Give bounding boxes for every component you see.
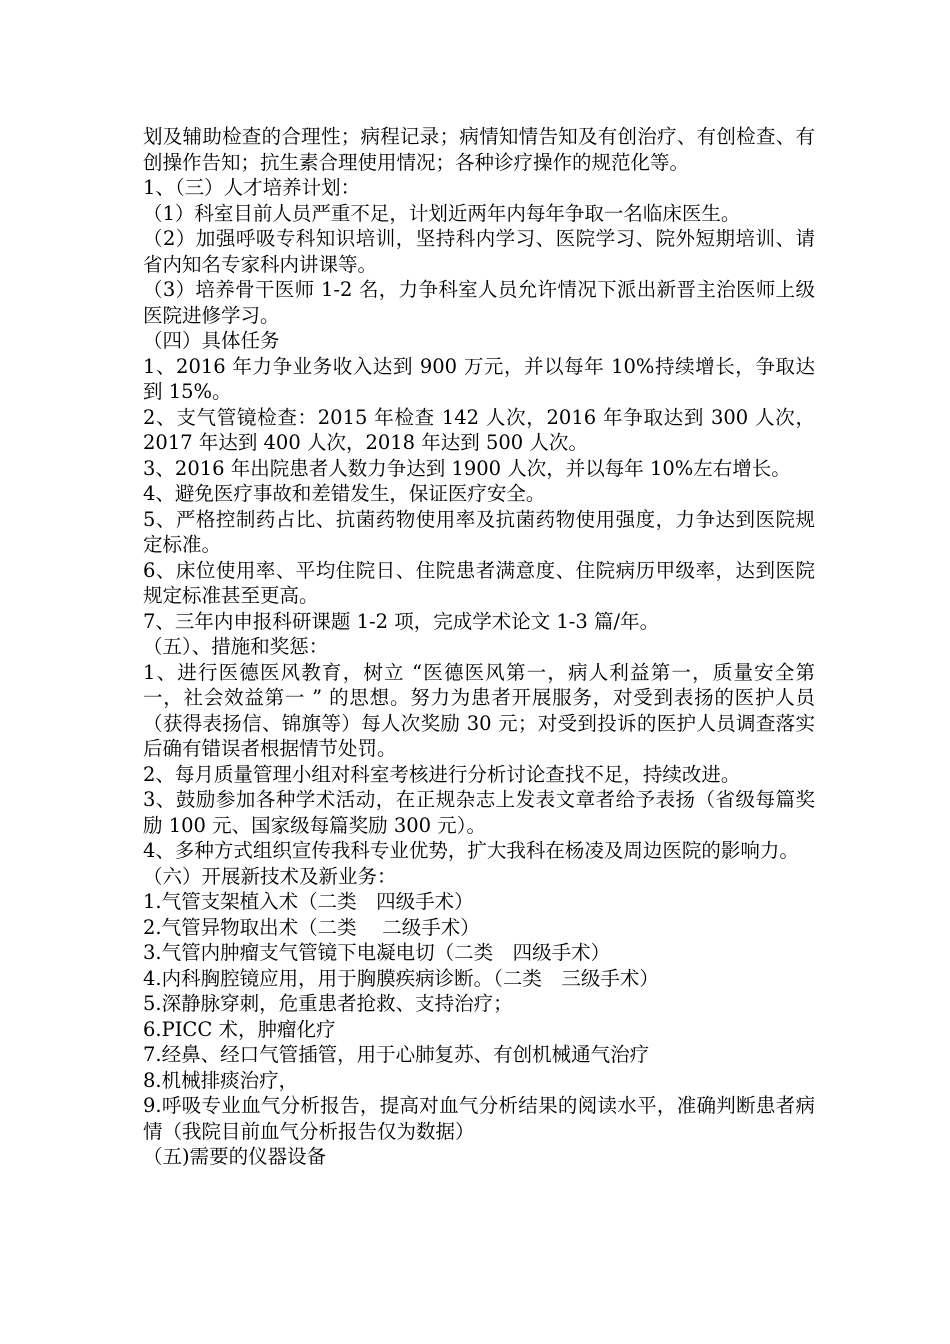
paragraph-measure-4: 4、多种方式组织宣传我科专业优势，扩大我科在杨凌及周边医院的影响力。 xyxy=(143,839,799,862)
list-item-technique-5: 5.深静脉穿刺，危重患者抢救、支持治疗； xyxy=(143,992,513,1015)
paragraph-talent-3: （3）培养骨干医师 1-2 名，力争科室人员允许情况下派出新晋主治医师上级医院进修学习。 xyxy=(143,278,815,327)
paragraph-measure-3: 3、鼓励参加各种学术活动，在正规杂志上发表文章者给予表扬（省级每篇奖励 100 元、国家级每篇奖励 300 元）。 xyxy=(143,788,815,837)
list-item-technique-8: 8.机械排痰治疗， xyxy=(143,1068,299,1092)
paragraph-measure-2: 2、每月质量管理小组对科室考核进行分析讨论查找不足，持续改进。 xyxy=(143,762,741,786)
list-item-technique-7: 7.经鼻、经口气管插管，用于心肺复苏、有创机械通气治疗 xyxy=(143,1043,650,1066)
paragraph-task-4: 4、避免医疗事故和差错发生，保证医疗安全。 xyxy=(143,482,546,505)
heading-required-equipment: （五)需要的仪器设备 xyxy=(143,1145,327,1168)
list-item-technique-1: 1.气管支架植入术（二类 四级手术） xyxy=(143,890,474,913)
paragraph-talent-2: （2）加强呼吸专科知识培训，坚持科内学习、医院学习、院外短期培训、请省内知名专家科内讲课等。 xyxy=(143,227,815,276)
paragraph-task-2: 2、支气管镜检查：2015 年检查 142 人次，2016 年争取达到 300 人次，2017 年达到 400 人次，2018 年达到 500 人次。 xyxy=(143,405,815,454)
paragraph-intro-continuation: 划及辅助检查的合理性；病程记录；病情知情告知及有创治疗、有创检查、有创操作告知；抗生素合理使用情况；各种诊疗操作的规范化等。 xyxy=(143,125,815,174)
heading-talent-plan: 1、（三）人才培养计划： xyxy=(143,176,361,199)
list-item-technique-3: 3.气管内肿瘤支气管镜下电凝电切（二类 四级手术） xyxy=(143,941,611,964)
heading-measures-rewards: （五）、措施和奖惩： xyxy=(143,635,329,658)
paragraph-task-5: 5、严格控制药占比、抗菌药物使用率及抗菌药物使用强度，力争达到医院规定标准。 xyxy=(143,507,815,556)
paragraph-task-7: 7、三年内申报科研课题 1-2 项，完成学术论文 1-3 篇/年。 xyxy=(143,609,660,633)
list-item-technique-4: 4.内科胸腔镜应用，用于胸膜疾病诊断。（二类 三级手术） xyxy=(143,966,659,990)
heading-new-techniques: （六）开展新技术及新业务： xyxy=(143,864,397,888)
paragraph-task-3: 3、2016 年出院患者人数力争达到 1900 人次，并以每年 10%左右增长。 xyxy=(143,456,791,480)
list-item-technique-2: 2.气管异物取出术（二类 二级手术） xyxy=(143,915,480,939)
document-body xyxy=(143,124,815,1170)
list-item-technique-6: 6.PICC 术，肿瘤化疗 xyxy=(143,1017,336,1041)
paragraph-task-1: 1、2016 年力争业务收入达到 900 万元，并以每年 10%持续增长，争取达到 15%。 xyxy=(143,354,815,403)
paragraph-talent-1: （1）科室目前人员严重不足，计划近两年内每年争取一名临床医生。 xyxy=(143,201,741,225)
heading-specific-tasks: （四）具体任务 xyxy=(143,329,280,352)
paragraph-measure-1: 1、进行医德医风教育，树立 “医德医风第一，病人利益第一，质量安全第一，社会效益第一 ” 的思想。努力为患者开展服务，对受到表扬的医护人员（获得表扬信、锦旗等）每人次奖励 30 元；对受到投诉的医护人员调查落实后确有错误者根据情节处罚。 xyxy=(143,660,815,760)
paragraph-task-6: 6、床位使用率、平均住院日、住院患者满意度、住院病历甲级率，达到医院规定标准甚至更高。 xyxy=(143,558,815,607)
list-item-technique-9: 9.呼吸专业血气分析报告，提高对血气分析结果的阅读水平，准确判断患者病情（我院目前血气分析报告仅为数据） xyxy=(143,1094,815,1143)
